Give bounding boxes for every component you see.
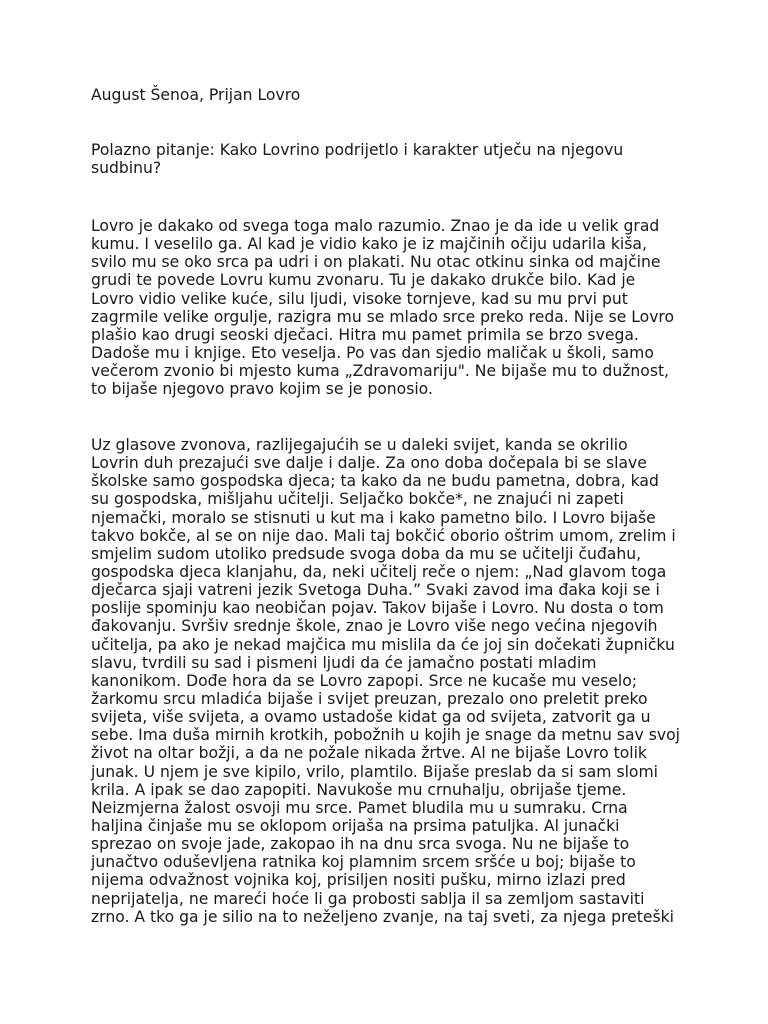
paragraph-line: su gospodska, mišljahu učitelji. Seljačko bokče*, ne znajući ni zapeti <box>91 490 624 509</box>
paragraph-line: nijema odvažnost vojnika koj, prisiljen nositi pušku, mirno izlazi pred <box>91 871 626 890</box>
paragraph-line: Lovro vidio velike kuće, silu ljudi, visoke tornjeve, kad su mu prvi put <box>91 289 628 308</box>
paragraph-line: učitelja, pa ako je nekad majčica mu mislila da će joj sin dočekati župničku <box>91 635 675 654</box>
paragraph-1 <box>91 217 674 398</box>
paragraph-line: grudi te povede Lovru kumu zvonaru. Tu je dakako drukče bilo. Kad je <box>91 271 636 290</box>
paragraph-line: zagrmile velike orgulje, razigra mu se mlado srce preko reda. Nije se Lovro <box>91 307 675 326</box>
paragraph-line: žarkomu srcu mladića bijaše i svijet preuzan, prezalo ono preletit preko <box>91 689 648 708</box>
paragraph-line: neprijatelja, ne mareći hoće li ga probosti sablja il sa zemljom sastaviti <box>91 889 645 908</box>
paragraph-line: plašio kao drugi seoski dječaci. Hitra mu pamet primila se brzo svega. <box>91 325 639 344</box>
paragraph-line: Uz glasove zvonova, razlijegajućih se u daleki svijet, kanda se okrilio <box>91 436 628 454</box>
paragraph-line: junačtvo oduševljena ratnika koj plamnim srcem sršće u boj; bijaše to <box>91 853 636 872</box>
paragraph-line: kanonikom. Dođe hora da se Lovro zapopi. Srce ne kucaše mu veselo; <box>91 671 638 690</box>
guiding-question <box>91 141 623 177</box>
paragraph-line: svilo mu se oko srca pa udri i on plakati. Nu otac otkinu sinka od majčine <box>91 253 661 272</box>
question-line: sudbinu? <box>91 159 162 178</box>
paragraph-line: život na oltar božji, a da ne požale nikada žrtve. Al ne bijaše Lovro tolik <box>91 744 647 763</box>
paragraph-line: smjelim sudom utoliko predsude svoga doba da mu se učitelji čuđahu, <box>91 544 642 563</box>
paragraph-line: krila. A ipak se dao zapopiti. Navukoše mu crnuhalju, obrijaše tjeme. <box>91 780 627 799</box>
question-line: Polazno pitanje: Kako Lovrino podrijetlo i karakter utječu na njegovu <box>91 141 624 159</box>
paragraph-line: sebe. Ima duša mirnih krotkih, pobožnih u kojih je snage da metnu sav svoj <box>91 726 680 745</box>
paragraph-line: poslije spominju kao neobičan pojav. Takov bijaše i Lovro. Nu dosta o tom <box>91 599 664 618</box>
paragraph-line: večerom zvonio bi mjesto kuma „Zdravomariju". Ne bijaše mu to dužnost, <box>91 362 670 381</box>
paragraph-2 <box>91 436 680 926</box>
paragraph-line: gospodska djeca klanjahu, da, neki učitelj reče o njem: „Nad glavom toga <box>91 562 667 581</box>
document-title: August Šenoa, Prijan Lovro <box>91 86 301 104</box>
paragraph-line: takvo bokče, al se on nije dao. Mali taj bokčić oborio oštrim umom, zrelim i <box>91 526 676 545</box>
paragraph-line: to bijaše njegovo pravo kojim se je ponosio. <box>91 380 433 399</box>
paragraph-line: kumu. I veselilo ga. Al kad je vidio kako je iz majčinih očiju udarila kiša, <box>91 235 647 254</box>
paragraph-line: Lovro je dakako od svega toga malo razumio. Znao je da ide u velik grad <box>91 217 660 235</box>
paragraph-line: njemački, moralo se stisnuti u kut ma i kako pametno bilo. I Lovro bijaše <box>91 508 656 527</box>
paragraph-line: svijeta, više svijeta, a ovamo ustadoše kidat ga od svijeta, zatvorit ga u <box>91 708 651 727</box>
paragraph-line: dječarca sjaji vatreni jezik Svetoga Duha.” Svaki zavod ima đaka koji se i <box>91 581 660 600</box>
paragraph-line: đakovanju. Svršiv srednje škole, znao je Lovro više nego većina njegovih <box>91 617 658 636</box>
paragraph-line: slavu, tvrdili su sad i pismeni ljudi da će jamačno postati mladim <box>91 653 597 672</box>
paragraph-line: sprezao on svoje jade, zakopao ih na dnu srca svoga. Nu ne bijaše to <box>91 835 630 854</box>
paragraph-line: Neizmjerna žalost osvoji mu srce. Pamet bludila mu u sumraku. Crna <box>91 798 628 817</box>
paragraph-line: haljina činjaše mu se oklopom orijaša na prsima patuljka. Al junački <box>91 816 620 835</box>
paragraph-line: Dadoše mu i knjige. Eto veselja. Po vas dan sjedio maličak u školi, samo <box>91 343 654 362</box>
paragraph-line: junak. U njem je sve kipilo, vrilo, plamtilo. Bijaše preslab da si sam slomi <box>91 762 658 781</box>
paragraph-line: Lovrin duh prezajući sve dalje i dalje. Za ono doba dočepala bi se slave <box>91 454 647 473</box>
paragraph-line: školske samo gospodska djeca; ta kako da ne budu pametna, dobra, kad <box>91 472 659 491</box>
paragraph-line: zrno. A tko ga je silio na to neželjeno zvanje, na taj sveti, za njega preteški <box>91 907 674 926</box>
